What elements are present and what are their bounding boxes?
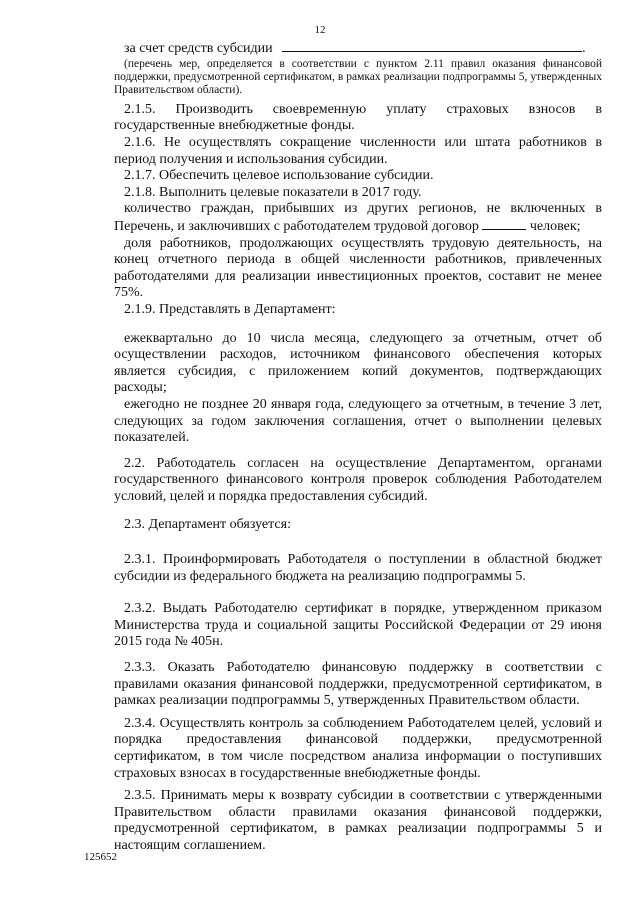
citizens-count-indicator	[114, 201, 602, 235]
subsidy-blank-field	[282, 40, 582, 52]
workers-share-indicator: доля работников, продолжающих осуществлять трудовую деятельность, на конец отчетного периода в общей численности работников, привлеченных работодателями для реализации инвестиционных проектов, составит не менее 75%.	[114, 235, 602, 301]
clause-2-3-1: 2.3.1. Проинформировать Работодателя о поступлении в областной бюджет субсидии из федерального бюджета на реализацию подпрограммы 5.	[114, 552, 602, 584]
clause-2-3-4: 2.3.4. Осуществлять контроль за соблюдением Работодателем целей, условий и порядка предоставления финансовой поддержки, предусмотренной сертификатом, в том числе посредством анализа информации о поступивших страховых взносах в государственные внебюджетные фонды.	[114, 715, 602, 781]
document-body	[114, 40, 602, 855]
citizens-count-text: количество граждан, прибывших из других регионов, не включенных в Перечень, и заключивших с работодателем трудовой договор	[114, 201, 602, 234]
subsidy-line-text: за счет средств субсидии	[124, 41, 273, 56]
clause-2-3-3: 2.3.3. Оказать Работодателю финансовую поддержку в соответствии с правилами оказания финансовой поддержки, предусмотренной сертификатом, в рамках реализации подпрограммы 5, утвержденных Правительством области.	[114, 660, 602, 709]
subsidy-line	[114, 40, 602, 58]
clause-2-3-5: 2.3.5. Принимать меры к возврату субсидии в соответствии с утвержденными Правительством области правилами оказания финансовой поддержки, предусмотренной сертификатом, в рамках реализации подпрограммы 5 и настоящим соглашением.	[114, 788, 602, 853]
clause-2-3-2: 2.3.2. Выдать Работодателю сертификат в порядке, утвержденном приказом Министерства труда и социальной защиты Российской Федерации от 29 июня 2015 года № 405н.	[114, 601, 602, 650]
subsidy-note: (перечень мер, определяется в соответствии с пунктом 2.11 правил оказания финансовой поддержки, предусмотренной сертификатом, в рамках реализации подпрограммы 5, утвержденных Правительством области).	[114, 57, 602, 97]
subsidy-line-period: .	[582, 41, 586, 56]
annual-report-item: ежегодно не позднее 20 января года, следующего за отчетным, в течение 3 лет, следующих за годом заключения соглашения, отчет о выполнении целевых показателей.	[114, 396, 602, 446]
clause-2-1-5: 2.1.5. Производить своевременную уплату страховых взносов в государственные внебюджетные фонды.	[114, 101, 602, 134]
clause-2-1-8: 2.1.8. Выполнить целевые показатели в 2017 году.	[124, 184, 422, 200]
clause-2-1-9: 2.1.9. Представлять в Департамент:	[124, 301, 336, 317]
citizens-count-unit: человек;	[529, 218, 581, 234]
clause-2-1-7: 2.1.7. Обеспечить целевое использование субсидии.	[124, 168, 434, 184]
clause-2-1-6: 2.1.6. Не осуществлять сокращение численности или штата работников в период получения и использования субсидии.	[114, 135, 602, 167]
citizens-count-blank-field	[482, 218, 526, 230]
page-number: 12	[314, 24, 326, 36]
clause-2-3: 2.3. Департамент обязуется:	[124, 517, 291, 533]
clause-2-2: 2.2. Работодатель согласен на осуществление Департаментом, органами государственного финансового контроля проверок соблюдения Работодателем условий, целей и порядка предоставления субсидий.	[114, 455, 602, 504]
document-code: 125652	[84, 851, 117, 863]
quarterly-report-item: ежеквартально до 10 числа месяца, следующего за отчетным, отчет об осуществлении расходов, источником финансового обеспечения которых является субсидия, с приложением копий документов, подтверждающих расходы;	[114, 330, 602, 396]
